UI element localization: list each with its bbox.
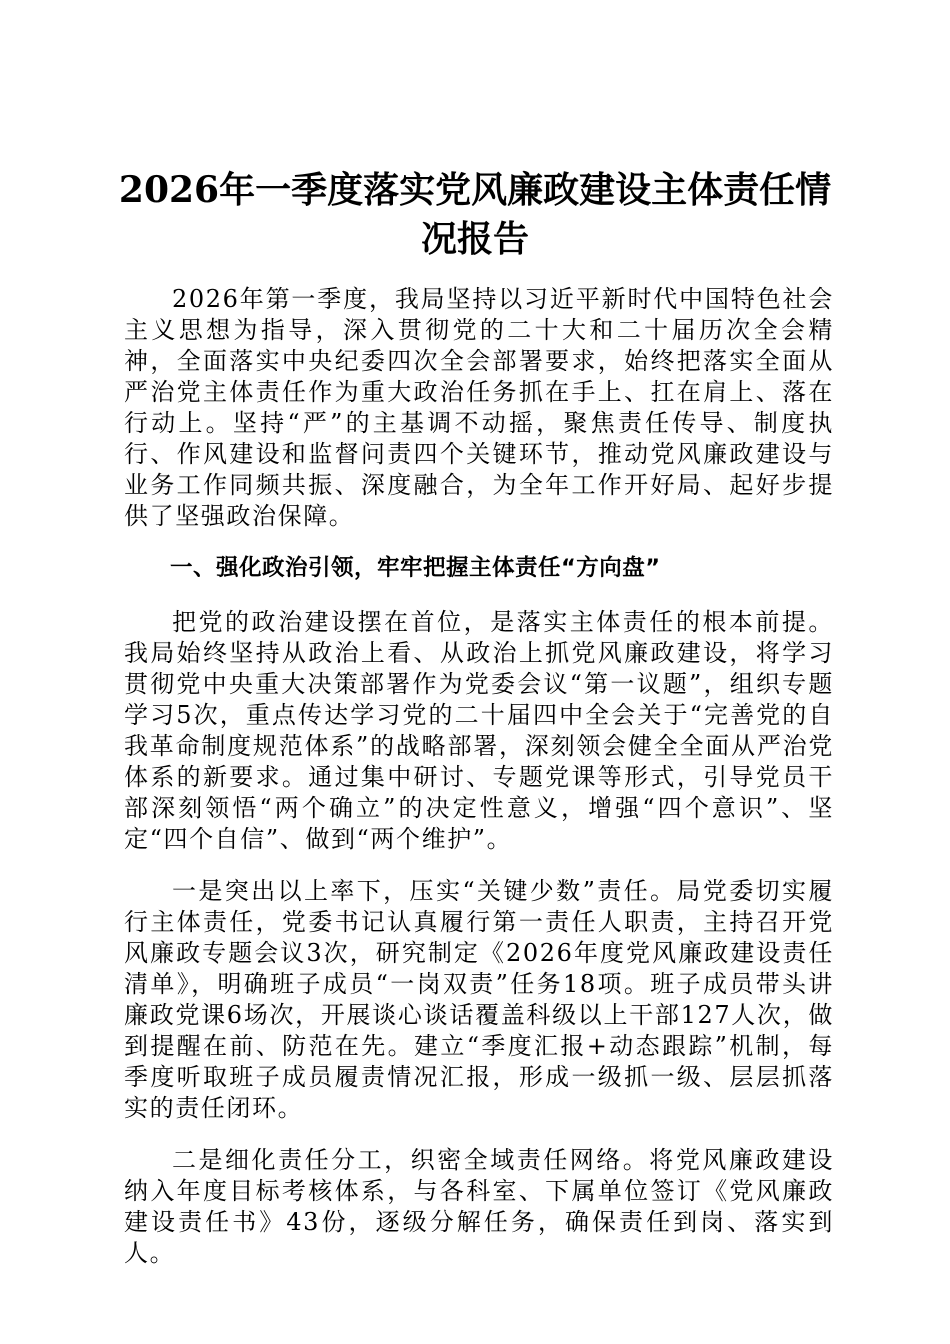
document-body: [124, 284, 834, 1269]
body-paragraph: 一是突出以上率下，压实“关键少数”责任。局党委切实履行主体责任，党委书记认真履行第一责任人职责，主持召开党风廉政专题会议3次，研究制定《2026年度党风廉政建设责任清单》，明确班子成员“一岗双责”任务18项。班子成员带头讲廉政党课6场次，开展谈心谈话覆盖科级以上干部127人次，做到提醒在前、防范在先。建立“季度汇报+动态跟踪”机制，每季度听取班子成员履责情况汇报，形成一级抓一级、层层抓落实的责任闭环。: [124, 877, 834, 1122]
intro-paragraph: 2026年第一季度，我局坚持以习近平新时代中国特色社会主义思想为指导，深入贯彻党的二十大和二十届历次全会精神，全面落实中央纪委四次全会部署要求，始终把落实全面从严治党主体责任作为重大政治任务抓在手上、扛在肩上、落在行动上。坚持“严”的主基调不动摇，聚焦责任传导、制度执行、作风建设和监督问责四个关键环节，推动党风廉政建设与业务工作同频共振、深度融合，为全年工作开好局、起好步提供了坚强政治保障。: [124, 285, 834, 530]
body-paragraph: 二是细化责任分工，织密全域责任网络。将党风廉政建设纳入年度目标考核体系，与各科室、下属单位签订《党风廉政建设责任书》43份，逐级分解任务，确保责任到岗、落实到人。: [124, 1146, 834, 1267]
body-paragraph: 把党的政治建设摆在首位，是落实主体责任的根本前提。我局始终坚持从政治上看、从政治上抓党风廉政建设，将学习贯彻党中央重大决策部署作为党委会议“第一议题”，组织专题学习5次，重点传达学习党的二十届四中全会关于“完善党的自我革命制度规范体系”的战略部署，深刻领会健全全面从严治党体系的新要求。通过集中研讨、专题党课等形式，引导党员干部深刻领悟“两个确立”的决定性意义，增强“四个意识”、坚定“四个自信”、做到“两个维护”。: [124, 608, 834, 853]
document-title: 2026年一季度落实党风廉政建设主体责任情况报告: [118, 169, 832, 260]
section-heading: 一、强化政治引领，牢牢把握主体责任“方向盘”: [170, 555, 661, 581]
